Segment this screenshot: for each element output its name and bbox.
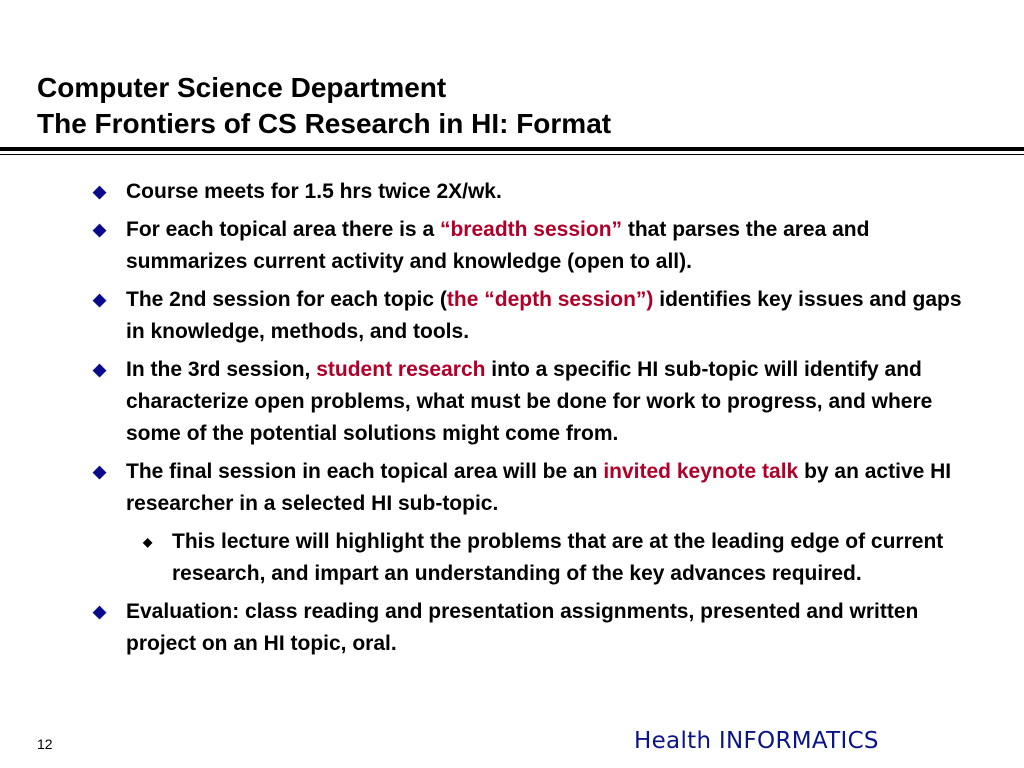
bullet-item-6 (0, 596, 1024, 660)
bullet-text: by an active HI researcher in a selected HI sub-topic. (126, 460, 952, 515)
small-diamond-bullet-icon: ◆ (143, 535, 153, 549)
diamond-bullet-icon: ◆ (93, 360, 107, 379)
title-divider-thin (0, 154, 1024, 155)
sub-bullet-text: This lecture will highlight the problems that are at the leading edge of current research, and impart an understanding of the key advances required. (172, 530, 944, 585)
bullet-item-4 (0, 354, 1024, 450)
page-number: 12 (37, 736, 53, 752)
bullet-text: The 2nd session for each topic ( (126, 288, 447, 311)
bullet-item-1 (0, 176, 1024, 208)
diamond-bullet-icon: ◆ (93, 220, 107, 239)
footer-brand-logo: Health INFORMATICS (634, 728, 879, 754)
highlight-breadth-session: “breadth session” (439, 218, 623, 241)
diamond-bullet-icon: ◆ (93, 290, 107, 309)
slide-title (37, 70, 611, 142)
title-line-1: Computer Science Department (37, 72, 447, 103)
bullet-item-5 (0, 456, 1024, 520)
title-divider-thick (0, 147, 1024, 151)
bullet-text: that parses the area and summarizes current activity and knowledge (open to all). (126, 218, 870, 273)
bullet-text: For each topical area there is a (126, 218, 440, 241)
bullet-text: Course meets for 1.5 hrs twice 2X/wk. (126, 180, 502, 203)
highlight-invited-keynote-talk: invited keynote talk (603, 460, 799, 483)
bullet-text: Evaluation: class reading and presentation assignments, presented and written project on an HI topic, oral. (126, 600, 919, 655)
highlight-student-research: student research (316, 358, 486, 381)
bullet-text: The final session in each topical area will be an (126, 460, 604, 483)
bullet-text: In the 3rd session, (126, 358, 317, 381)
highlight-depth-session: the “depth session”) (446, 288, 654, 311)
title-line-2: The Frontiers of CS Research in HI: Format (37, 108, 612, 139)
diamond-bullet-icon: ◆ (93, 182, 107, 201)
bullet-item-2 (0, 214, 1024, 278)
bullet-list (0, 176, 1024, 666)
diamond-bullet-icon: ◆ (93, 602, 107, 621)
sub-bullet-item (0, 526, 1024, 590)
bullet-text: into a specific HI sub-topic will identify and characterize open problems, what must be done for work to progress, and where some of the potential solutions might come from. (126, 358, 933, 445)
diamond-bullet-icon: ◆ (93, 462, 107, 481)
bullet-text: identifies key issues and gaps in knowledge, methods, and tools. (126, 288, 962, 343)
bullet-item-3 (0, 284, 1024, 348)
